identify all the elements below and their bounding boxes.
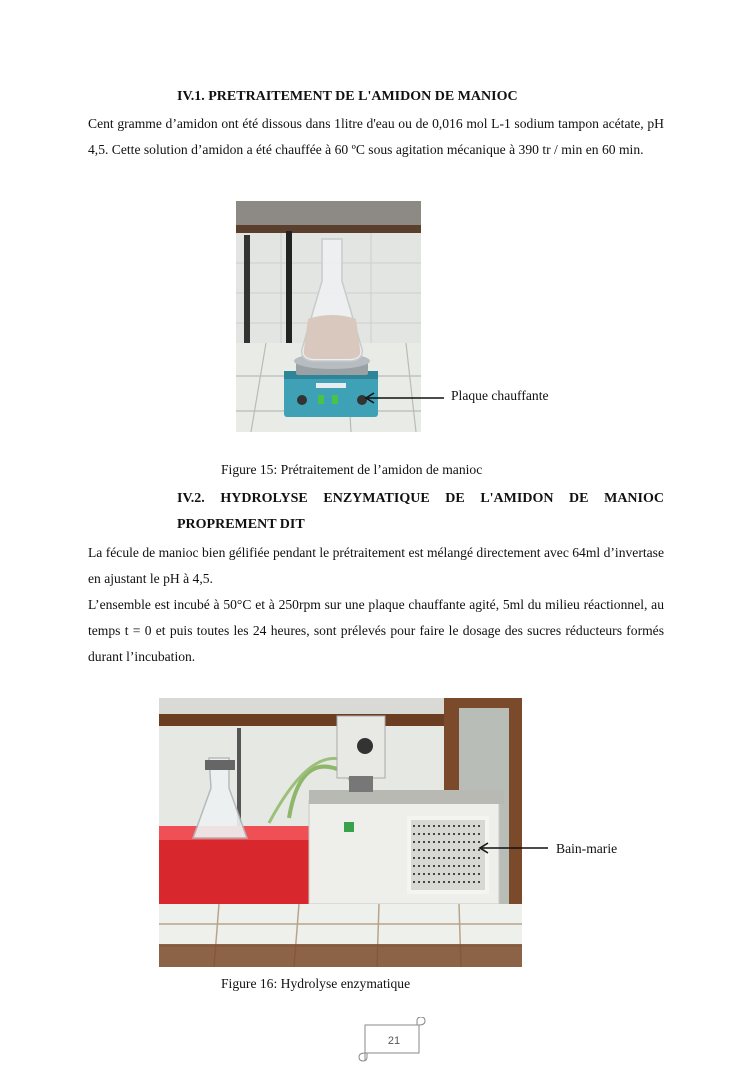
figure-16-caption: Figure 16: Hydrolyse enzymatique [221, 976, 411, 991]
bain-marie-label: Bain-marie [556, 841, 618, 856]
figure-15-caption: Figure 15: Prétraitement de l’amidon de manioc [221, 462, 483, 477]
water-bath-photo [159, 698, 522, 967]
paragraph-hydrolyse-2: L’ensemble est incubé à 50°C et à 250rpm sur une plaque chauffante agité, 5ml du milieu réactionnel, au temps t = 0 et puis toutes les 24 heures, sont prélevés pour faire le dosage des sucres réducteurs formés durant l’incubation. [88, 597, 664, 664]
arrow-icon [362, 390, 446, 406]
section-heading-hydrolyse: IV.2. HYDROLYSE ENZYMATIQUE DE L'AMIDON DE MANIOC [177, 491, 664, 506]
section-heading-hydrolyse-line2: PROPREMENT DIT [177, 517, 305, 532]
section-heading-pretraitement: IV.1. PRETRAITEMENT DE L'AMIDON DE MANIOC [177, 89, 518, 104]
paragraph-hydrolyse-1: La fécule de manioc bien gélifiée pendant le prétraitement est mélangé directement avec 64ml d’invertase en ajustant le pH à 4,5. [88, 545, 664, 586]
arrow-icon [476, 840, 550, 856]
page-number-scroll [357, 1017, 427, 1069]
plaque-chauffante-label: Plaque chauffante [451, 388, 549, 403]
page-number: 21 [387, 1035, 401, 1047]
paragraph-pretraitement: Cent gramme d’amidon ont été dissous dans 1litre d'eau ou de 0,016 mol L-1 sodium tampon acétate, pH 4,5. Cette solution d’amidon a été chauffée à 60 ºC sous agitation mécanique à 390 tr / min en 60 min. [88, 116, 664, 157]
